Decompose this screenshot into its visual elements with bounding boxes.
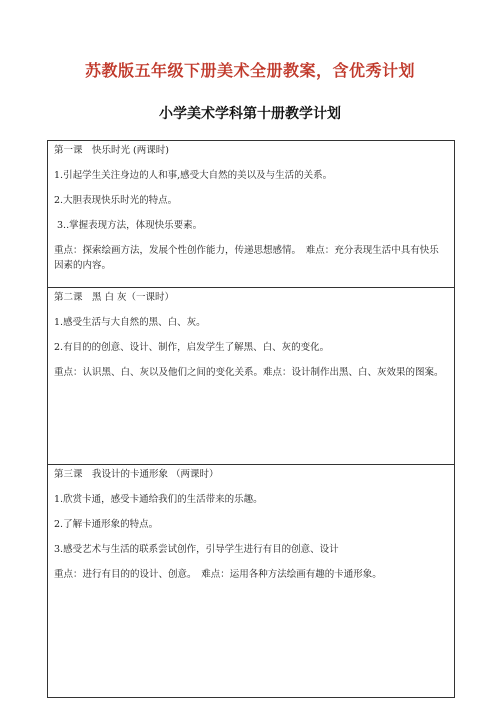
lesson-title: 第一课 快乐时光 (两课时) [54, 145, 169, 156]
document-title: 苏教版五年级下册美术全册教案，含优秀计划 [84, 61, 415, 80]
lesson-key-points: 重点：认识黑、白、灰以及他们之间的变化关系。难点：设计制作出黑、白、灰效果的图案。 [54, 367, 444, 378]
lesson-line: 1.引起学生关注身边的人和事,感受大自然的美以及与生活的关系。 [54, 170, 333, 181]
lesson-line: 1.欣赏卡通，感受卡通给我们的生活带来的乐趣。 [54, 494, 263, 505]
lesson-title: 第二课 黑 白 灰（一课时） [54, 292, 175, 303]
lesson-key-points: 重点：进行有目的的设计、创意。 难点：运用各种方法绘画有趣的卡通形象。 [54, 569, 382, 580]
lesson-cell-1 [48, 141, 455, 288]
table-row [48, 288, 455, 465]
lesson-line: 2.了解卡通形象的特点。 [54, 519, 159, 530]
lesson-title: 第三课 我设计的卡通形象 （两课时） [54, 469, 219, 480]
lesson-line: 1.感受生活与大自然的黑、白、灰。 [54, 317, 206, 328]
lesson-line: 2.大胆表现快乐时光的特点。 [54, 195, 178, 206]
lesson-line: 3..掌握表现方法，体现快乐要素。 [57, 220, 203, 231]
table-row [48, 141, 455, 288]
document-subtitle: 小学美术学科第十册教学计划 [159, 106, 341, 122]
lesson-key-points: 重点：探索绘画方法，发展个性创作能力，传递思想感情。 难点：充分表现生活中具有快乐因素的内容。 [54, 245, 439, 271]
table-row [48, 465, 455, 698]
lesson-cell-3 [48, 465, 455, 698]
lesson-line: 3.感受艺术与生活的联系尝试创作，引导学生进行有目的创意、设计 [54, 544, 339, 555]
lesson-cell-2 [48, 288, 455, 465]
lesson-line: 2.有目的的创意、设计、制作，启发学生了解黑、白、灰的变化。 [54, 342, 330, 353]
lesson-plan-table [47, 140, 455, 698]
